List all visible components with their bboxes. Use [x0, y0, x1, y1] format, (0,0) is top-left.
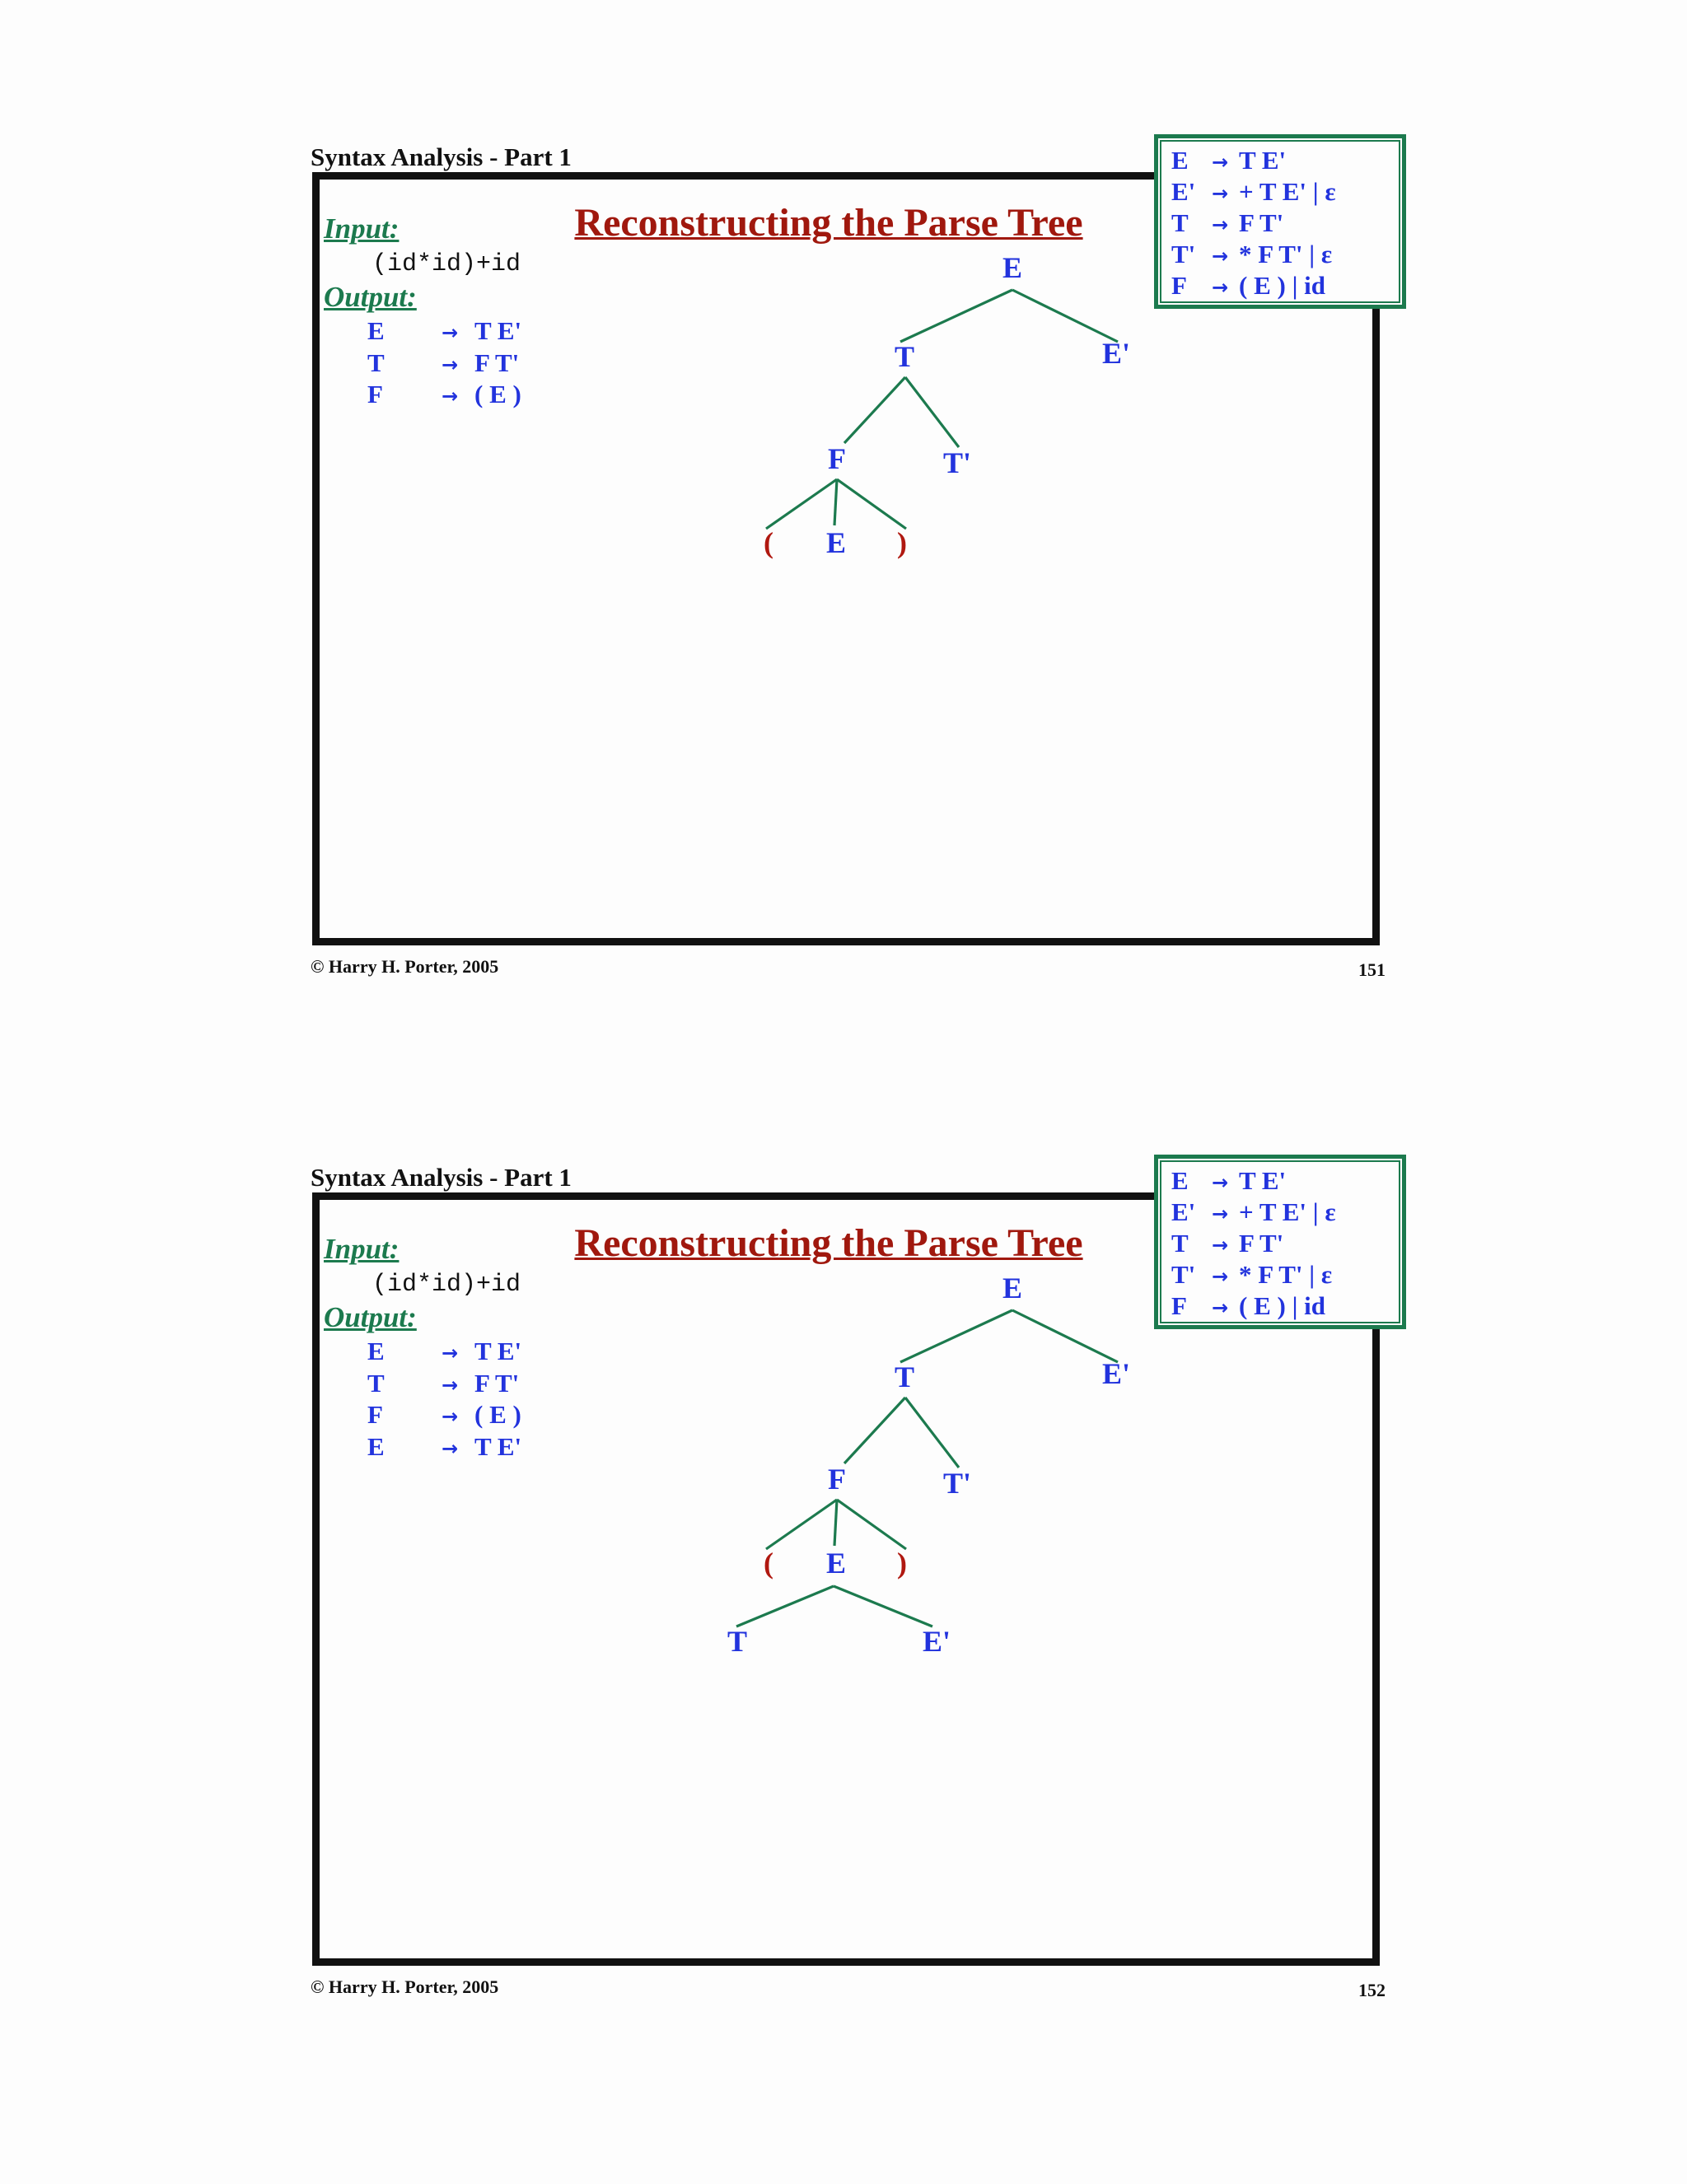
- tree-edge: [900, 1310, 1012, 1362]
- tree-edge: [766, 1500, 837, 1549]
- grammar-rhs: ( E ) | id: [1239, 271, 1326, 300]
- arrow-icon: →: [442, 1373, 459, 1397]
- arrow-icon: →: [1211, 1265, 1229, 1288]
- tree-edge: [736, 1586, 834, 1626]
- page-number: 152: [1358, 1980, 1386, 2000]
- tree-edge: [1012, 290, 1118, 342]
- tree-node: T: [894, 1360, 915, 1393]
- tree-node: T': [942, 1467, 972, 1500]
- parse-tree: [0, 1163, 1687, 2184]
- arrow-icon: →: [442, 321, 459, 344]
- tree-edge: [837, 1500, 906, 1549]
- arrow-icon: →: [442, 385, 459, 408]
- output-label: Output:: [324, 1301, 417, 1333]
- grammar-lhs: T': [1171, 240, 1196, 268]
- tree-node: E: [1002, 251, 1023, 284]
- grammar-rhs: + T E' | ε: [1239, 177, 1336, 206]
- grammar-lhs: T: [1171, 208, 1189, 237]
- tree-node: T': [942, 446, 972, 479]
- grammar-lhs: E': [1171, 1197, 1196, 1226]
- rule-rhs: F T': [474, 1368, 520, 1398]
- rule-lhs: F: [367, 380, 383, 408]
- tree-node: F: [828, 1463, 846, 1496]
- grammar-rhs: T E': [1239, 1166, 1287, 1195]
- grammar-lhs: E: [1171, 1166, 1189, 1195]
- tree-node: E': [922, 1625, 951, 1658]
- tree-edge: [837, 479, 906, 529]
- tree-node: T: [894, 340, 915, 373]
- grammar-rhs: F T': [1239, 1229, 1284, 1258]
- rule-rhs: T E': [474, 1337, 522, 1365]
- input-value: (id*id)+id: [372, 250, 521, 278]
- rule-lhs: F: [367, 1400, 383, 1429]
- grammar-lhs: E': [1171, 177, 1196, 206]
- arrow-icon: →: [442, 1436, 459, 1460]
- grammar-lhs: T: [1171, 1229, 1189, 1258]
- tree-node: E': [1101, 1357, 1131, 1390]
- grammar-lhs: F: [1171, 1291, 1187, 1320]
- grammar-lhs: E: [1171, 146, 1189, 175]
- input-label: Input:: [324, 212, 400, 245]
- tree-node: ): [897, 1547, 907, 1580]
- grammar-rhs: + T E' | ε: [1239, 1197, 1336, 1226]
- rule-lhs: T: [367, 348, 385, 377]
- slide-151: [0, 142, 1687, 1164]
- output-label: Output:: [324, 281, 417, 313]
- arrow-icon: →: [1211, 1296, 1229, 1319]
- arrow-icon: →: [1211, 1171, 1229, 1194]
- rule-lhs: E: [367, 1431, 385, 1461]
- rule-rhs: ( E ): [474, 1400, 521, 1429]
- grammar-rhs: * F T' | ε: [1239, 1260, 1333, 1289]
- copyright: © Harry H. Porter, 2005: [311, 1976, 499, 1997]
- grammar-rhs: * F T' | ε: [1239, 240, 1333, 268]
- arrow-icon: →: [1211, 1202, 1229, 1225]
- grammar-rhs: F T': [1239, 208, 1284, 237]
- slide-header: Syntax Analysis - Part 1: [311, 1163, 572, 1192]
- grammar-rhs: T E': [1239, 146, 1287, 175]
- rule-lhs: T: [367, 1368, 385, 1398]
- rule-rhs: T E': [474, 1431, 522, 1461]
- tree-node: F: [828, 442, 846, 475]
- arrow-icon: →: [1211, 276, 1229, 299]
- input-label: Input:: [324, 1233, 400, 1265]
- slide-152: [0, 1163, 1687, 2184]
- tree-node: E: [1002, 1272, 1023, 1304]
- tree-edge: [844, 377, 905, 443]
- arrow-icon: →: [442, 1342, 459, 1365]
- arrow-icon: →: [442, 1405, 459, 1428]
- arrow-icon: →: [1211, 245, 1229, 268]
- tree-edge: [905, 1398, 959, 1468]
- slide-title-text: Reconstructing the Parse Tree: [574, 1221, 1083, 1265]
- grammar-lhs: T': [1171, 1260, 1196, 1289]
- tree-node: E: [825, 526, 847, 559]
- tree-edge: [1012, 1310, 1118, 1362]
- arrow-icon: →: [1211, 213, 1229, 236]
- tree-edge: [834, 479, 837, 525]
- rule-lhs: E: [367, 1337, 385, 1365]
- tree-node: E: [825, 1547, 847, 1580]
- rule-rhs: F T': [474, 348, 520, 377]
- arrow-icon: →: [1211, 182, 1229, 205]
- tree-node: (: [764, 1547, 773, 1580]
- arrow-icon: →: [442, 352, 459, 376]
- rule-lhs: E: [367, 316, 385, 345]
- grammar-rhs: ( E ) | id: [1239, 1291, 1326, 1320]
- tree-node: E': [1101, 337, 1131, 370]
- arrow-icon: →: [1211, 1234, 1229, 1257]
- page-number: 151: [1358, 959, 1386, 980]
- input-value: (id*id)+id: [372, 1271, 521, 1299]
- rule-rhs: T E': [474, 316, 522, 345]
- grammar-lhs: F: [1171, 271, 1187, 300]
- tree-node: (: [764, 526, 773, 559]
- rule-rhs: ( E ): [474, 380, 521, 408]
- tree-edge: [900, 290, 1012, 342]
- slide-title-text: Reconstructing the Parse Tree: [574, 201, 1083, 245]
- parse-tree: [0, 142, 1687, 1164]
- tree-edge: [834, 1586, 932, 1626]
- slide-header: Syntax Analysis - Part 1: [311, 142, 572, 171]
- tree-node: ): [897, 526, 907, 559]
- tree-edge: [844, 1398, 905, 1463]
- copyright: © Harry H. Porter, 2005: [311, 956, 499, 977]
- tree-edge: [905, 377, 959, 447]
- arrow-icon: →: [1211, 151, 1229, 174]
- tree-edge: [766, 479, 837, 529]
- tree-node: T: [727, 1625, 748, 1658]
- tree-edge: [834, 1500, 837, 1546]
